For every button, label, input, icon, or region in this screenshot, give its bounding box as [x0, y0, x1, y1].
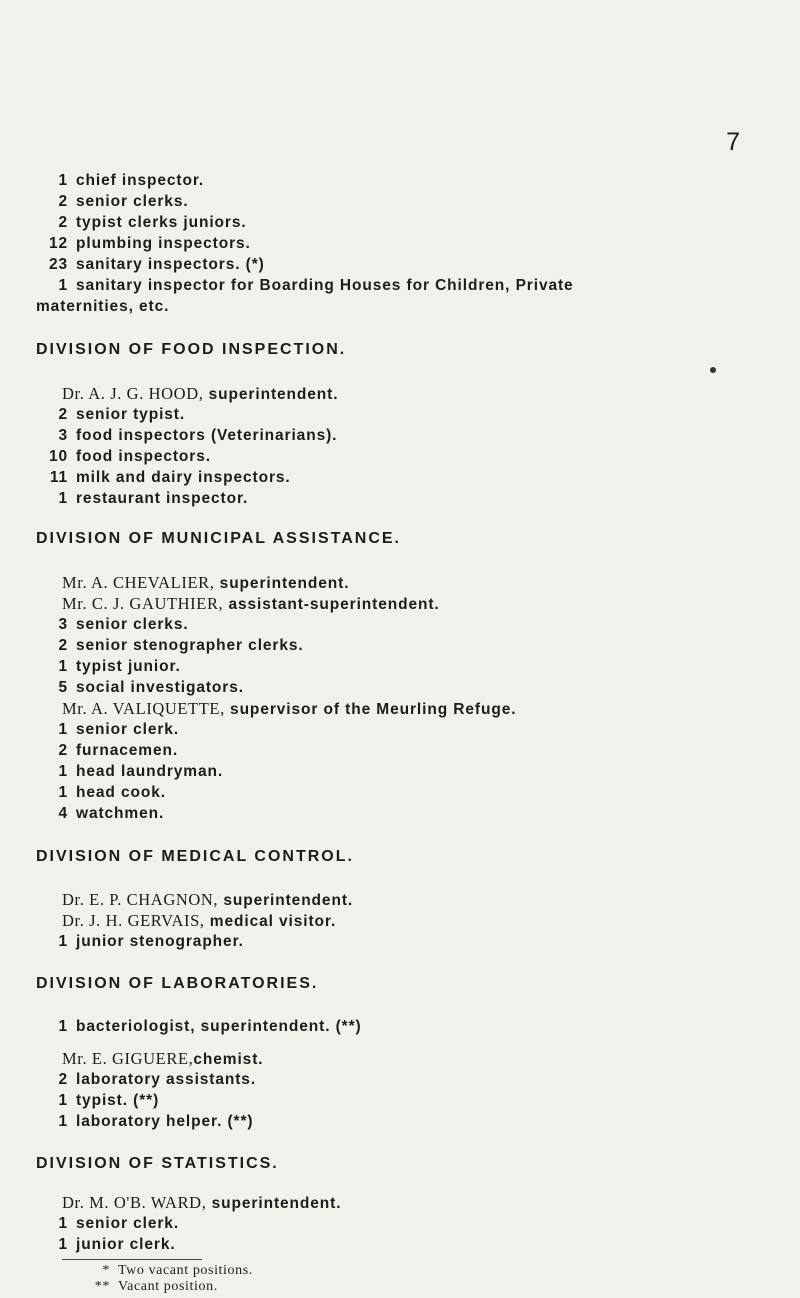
item-count: 1 — [58, 1092, 68, 1109]
item-text: head cook. — [76, 784, 166, 801]
item-text: social investigators. — [76, 679, 244, 696]
person-role: assistant-superintendent. — [228, 596, 440, 613]
footnote-rule — [62, 1259, 202, 1260]
item-text: sanitary inspectors. (*) — [76, 256, 265, 273]
item-count: 1 — [58, 1018, 68, 1035]
item-text: milk and dairy inspectors. — [76, 469, 291, 486]
item-count: 5 — [58, 679, 68, 696]
person-role: medical visitor. — [209, 913, 337, 930]
item-text: watchmen. — [76, 805, 165, 822]
item-text: food inspectors (Veterinarians). — [76, 427, 338, 444]
assistant-line — [62, 595, 440, 614]
list-item — [40, 1071, 256, 1089]
item-text: senior clerks. — [76, 616, 189, 633]
item-count: 2 — [58, 1071, 68, 1088]
person-name: Dr. J. H. GERVAIS, — [62, 911, 205, 930]
section-heading-food: DIVISION OF FOOD INSPECTION. — [36, 341, 347, 358]
item-count: 2 — [58, 742, 68, 759]
chemist-line — [62, 1050, 263, 1069]
item-count: 1 — [58, 277, 68, 294]
item-text: chief inspector. — [76, 172, 205, 189]
list-item — [40, 1018, 362, 1036]
item-text: restaurant inspector. — [76, 490, 249, 507]
item-count: 4 — [58, 805, 68, 822]
list-item — [40, 1215, 179, 1233]
list-item — [40, 658, 181, 676]
footnote — [88, 1279, 218, 1295]
item-count: 1 — [58, 1215, 68, 1232]
item-count: 23 — [48, 256, 68, 273]
person-role: superintendent. — [208, 386, 339, 403]
supervisor-line — [62, 700, 516, 719]
item-text: senior clerk. — [76, 721, 180, 738]
list-item — [40, 721, 179, 739]
item-text: senior clerks. — [76, 193, 189, 210]
list-item — [40, 679, 244, 697]
person-role: supervisor of the Meurling Refuge. — [230, 701, 517, 718]
item-text: furnacemen. — [76, 742, 179, 759]
person-role: chemist. — [193, 1051, 264, 1068]
footnote-text: Vacant position. — [118, 1279, 218, 1294]
item-count: 2 — [58, 406, 68, 423]
list-item — [40, 805, 164, 823]
footnote-symbol: * — [102, 1263, 110, 1278]
item-count: 3 — [58, 616, 68, 633]
person-name: Mr. E. GIGUERE, — [62, 1049, 194, 1068]
superintendent-line — [62, 574, 349, 593]
list-item — [40, 763, 223, 781]
list-item — [40, 172, 204, 190]
item-text: bacteriologist, superintendent. (**) — [76, 1018, 362, 1035]
list-item — [40, 469, 291, 487]
list-item — [40, 277, 574, 295]
item-text: junior clerk. — [76, 1236, 176, 1253]
person-name: Mr. A. CHEVALIER, — [62, 573, 215, 592]
item-text: laboratory assistants. — [76, 1071, 257, 1088]
item-count: 1 — [58, 721, 68, 738]
list-item — [40, 193, 189, 211]
item-count: 2 — [58, 637, 68, 654]
list-item — [40, 406, 185, 424]
list-item — [40, 490, 248, 508]
list-item-continuation: maternities, etc. — [36, 298, 170, 315]
section-heading-labs: DIVISION OF LABORATORIES. — [36, 975, 319, 992]
item-count: 2 — [58, 214, 68, 231]
section-heading-medical: DIVISION OF MEDICAL CONTROL. — [36, 848, 354, 865]
item-count: 10 — [48, 448, 68, 465]
item-text: senior clerk. — [76, 1215, 180, 1232]
item-count: 1 — [58, 172, 68, 189]
item-text: junior stenographer. — [76, 933, 244, 950]
item-count: 1 — [58, 933, 68, 950]
list-item — [40, 616, 189, 634]
item-text: food inspectors. — [76, 448, 211, 465]
person-role: superintendent. — [223, 892, 354, 909]
person-name: Mr. C. J. GAUTHIER, — [62, 594, 224, 613]
person-name: Mr. A. VALIQUETTE, — [62, 699, 225, 718]
item-text: typist clerks juniors. — [76, 214, 247, 231]
section-heading-stats: DIVISION OF STATISTICS. — [36, 1155, 279, 1172]
item-text: head laundryman. — [76, 763, 224, 780]
person-role: superintendent. — [219, 575, 350, 592]
item-count: 2 — [58, 193, 68, 210]
item-count: 11 — [49, 469, 68, 486]
list-item — [40, 448, 211, 466]
item-text: typist junior. — [76, 658, 181, 675]
person-name: Dr. M. O'B. WARD, — [62, 1193, 207, 1212]
list-item — [40, 742, 178, 760]
list-item — [40, 637, 304, 655]
superintendent-line — [62, 385, 338, 404]
superintendent-line — [62, 1194, 341, 1213]
footnote-text: Two vacant positions. — [118, 1263, 253, 1278]
item-text: senior typist. — [76, 406, 186, 423]
list-item — [40, 214, 247, 232]
list-item — [40, 235, 251, 253]
item-count: 1 — [58, 1113, 68, 1130]
list-item — [40, 427, 337, 445]
item-count: 1 — [58, 658, 68, 675]
page-number: 7 — [726, 128, 740, 156]
person-name: Dr. A. J. G. HOOD, — [62, 384, 204, 403]
list-item — [40, 1113, 253, 1131]
list-item — [40, 784, 166, 802]
item-count: 1 — [58, 784, 68, 801]
list-item — [40, 1236, 176, 1254]
list-item — [40, 1092, 159, 1110]
item-text: typist. (**) — [76, 1092, 160, 1109]
list-item — [40, 933, 244, 951]
item-text: sanitary inspector for Boarding Houses for Children, Private — [76, 277, 574, 294]
person-name: Dr. E. P. CHAGNON, — [62, 890, 219, 909]
item-count: 1 — [58, 490, 68, 507]
list-item — [40, 256, 265, 274]
footnote-symbol: ** — [94, 1279, 110, 1294]
item-count: 3 — [58, 427, 68, 444]
visitor-line — [62, 912, 336, 931]
ink-dot — [710, 367, 716, 373]
item-count: 1 — [58, 763, 68, 780]
item-text: laboratory helper. (**) — [76, 1113, 254, 1130]
item-count: 1 — [58, 1236, 68, 1253]
footnote — [88, 1263, 253, 1279]
person-role: superintendent. — [211, 1195, 342, 1212]
superintendent-line — [62, 891, 353, 910]
item-count: 12 — [48, 235, 68, 252]
section-heading-municipal: DIVISION OF MUNICIPAL ASSISTANCE. — [36, 530, 401, 547]
item-text: senior stenographer clerks. — [76, 637, 304, 654]
item-text: plumbing inspectors. — [76, 235, 251, 252]
